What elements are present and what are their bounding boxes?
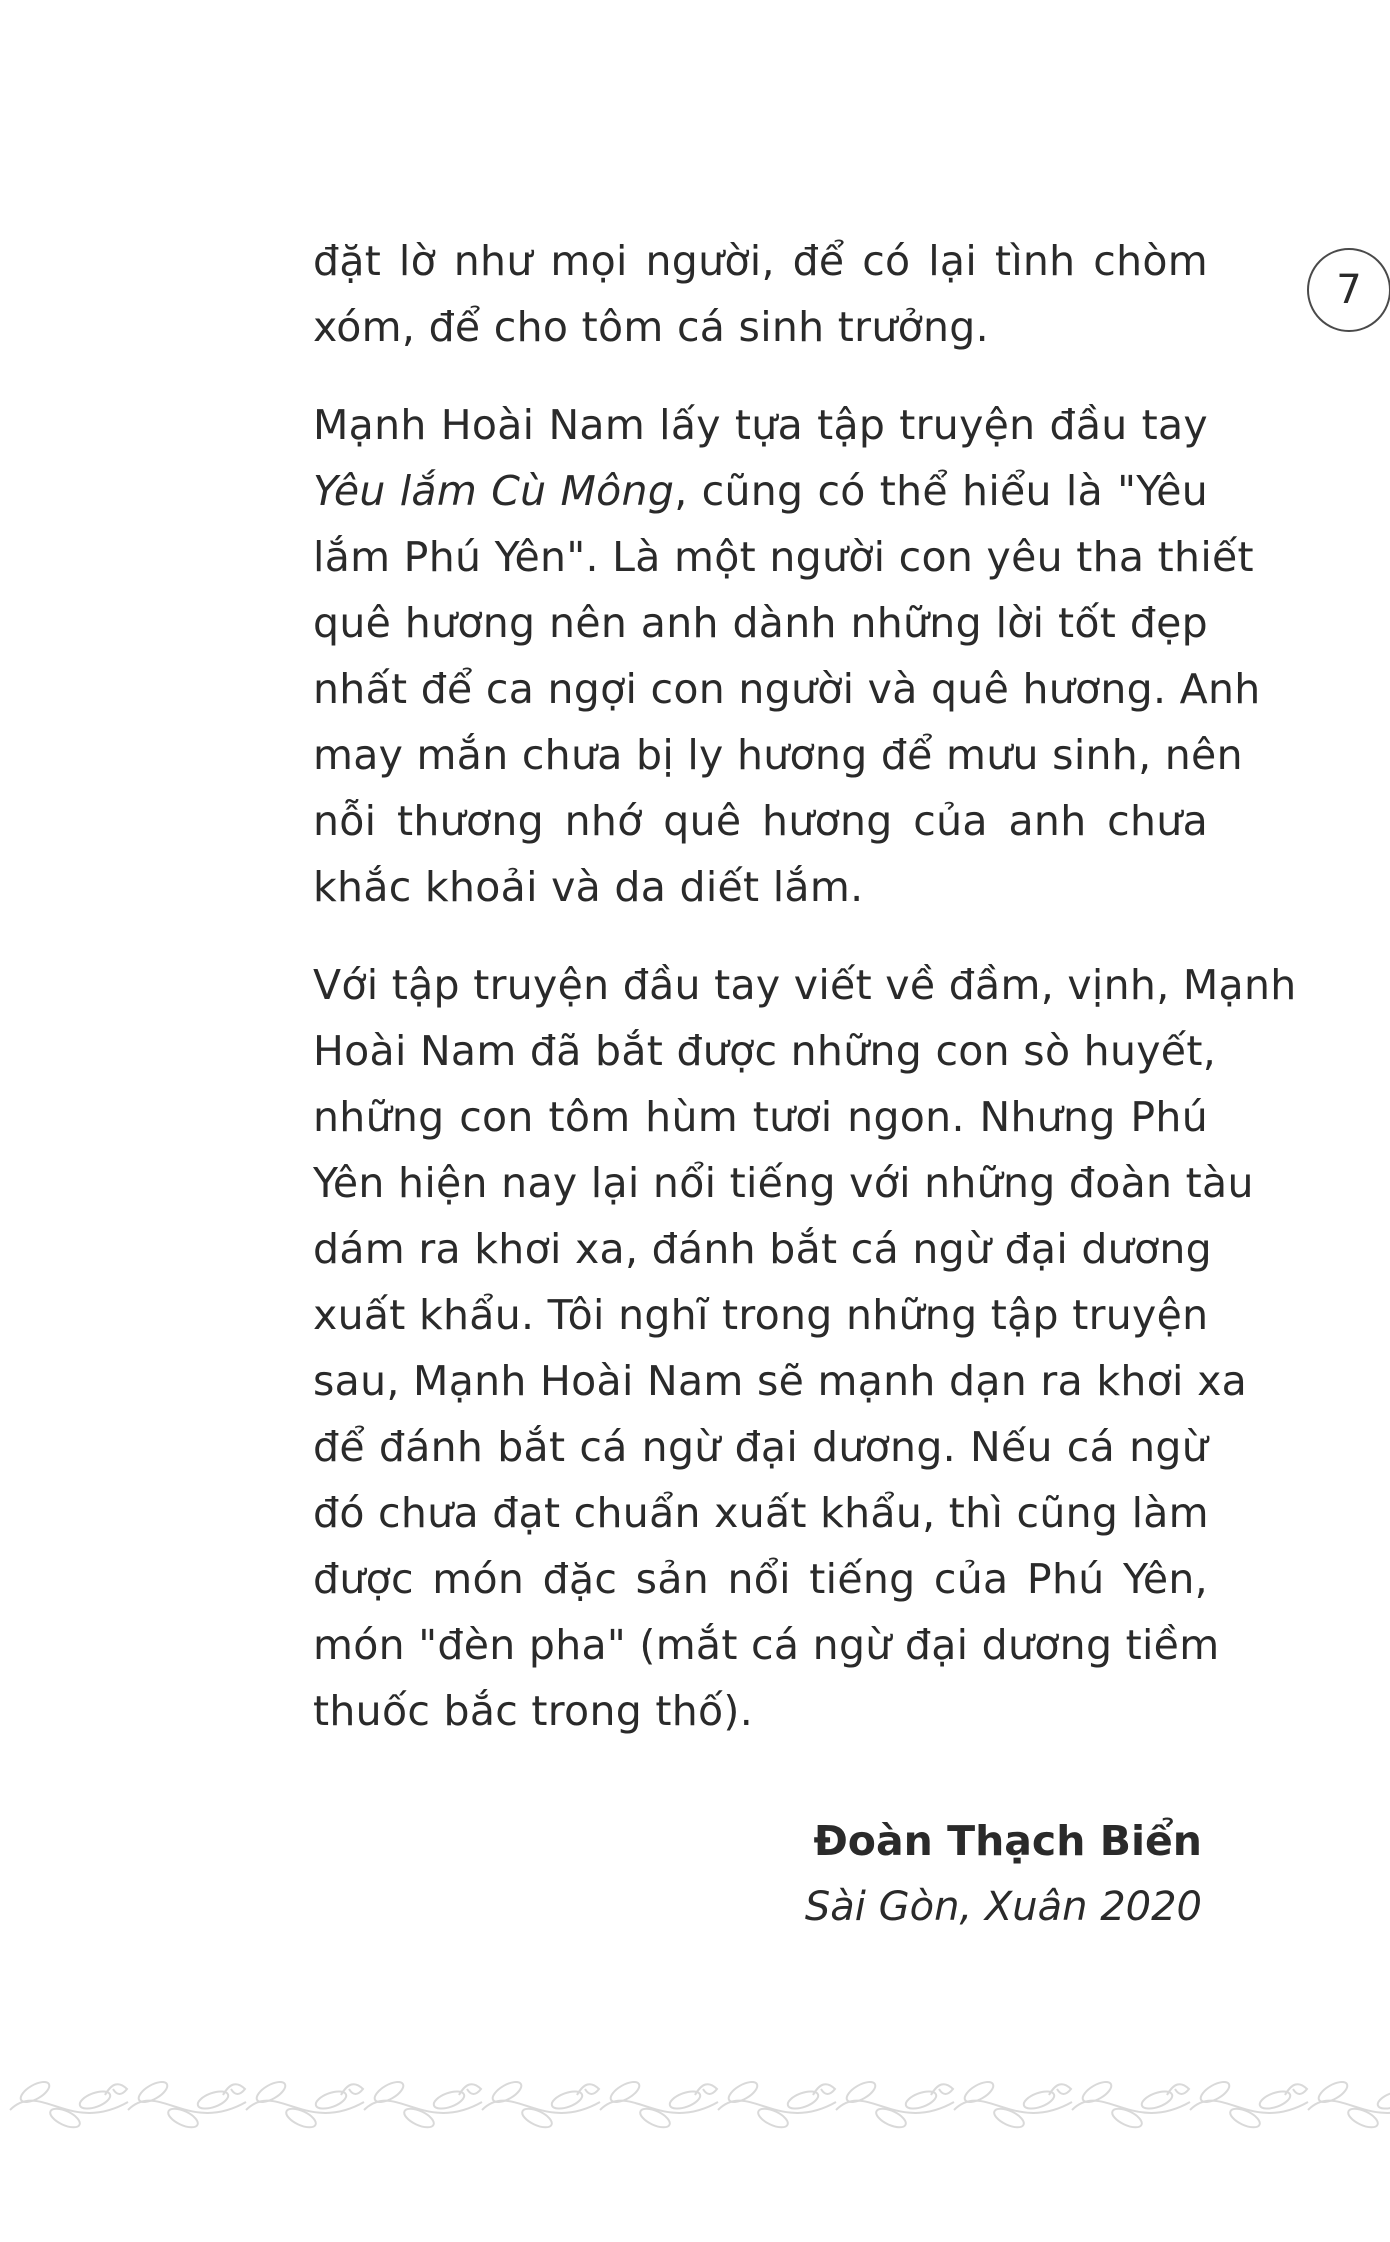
text-line: thuốc bắc trong thố). [313, 1687, 754, 1735]
text-line: để đánh bắt cá ngừ đại dương. Nếu cá ngừ [313, 1423, 1208, 1471]
text-line: khắc khoải và da diết lắm. [313, 863, 864, 911]
body-text [313, 228, 1297, 1744]
text-line: may mắn chưa bị ly hương để mưu sinh, nên [313, 731, 1243, 779]
text-line: lắm Phú Yên". Là một người con yêu tha thiết [313, 533, 1254, 581]
text-line: quê hương nên anh dành những lời tốt đẹp [313, 599, 1208, 647]
text-line: xóm, để cho tôm cá sinh trưởng. [313, 303, 989, 351]
text-line: Với tập truyện đầu tay viết về đầm, vịnh, Mạnh [313, 961, 1297, 1009]
text-line-with-italic-title [313, 458, 1208, 524]
text-line: sau, Mạnh Hoài Nam sẽ mạnh dạn ra khơi xa [313, 1357, 1248, 1405]
text-line: những con tôm hùm tươi ngon. Nhưng Phú [313, 1093, 1208, 1141]
text-line: được món đặc sản nổi tiếng của Phú Yên, [313, 1555, 1208, 1603]
paragraph-3 [313, 952, 1297, 1744]
text-line: đó chưa đạt chuẩn xuất khẩu, thì cũng làm [313, 1489, 1209, 1537]
signature-block [805, 1808, 1202, 1940]
leaf-vine-ornament-icon [0, 2040, 1390, 2160]
text-line: Mạnh Hoài Nam lấy tựa tập truyện đầu tay [313, 401, 1208, 449]
paragraph-1 [313, 228, 1208, 360]
text-line: nỗi thương nhớ quê hương của anh chưa [313, 797, 1208, 845]
text-line: Hoài Nam đã bắt được những con sò huyết, [313, 1027, 1217, 1075]
place-date: Sài Gòn, Xuân 2020 [804, 1884, 1202, 1930]
book-title-italic: Yêu lắm Cù Mông [313, 467, 675, 515]
author-name: Đoàn Thạch Biển [813, 1817, 1202, 1865]
leaf [1376, 2088, 1390, 2112]
text-line: nhất để ca ngợi con người và quê hương. Anh [313, 665, 1261, 713]
text-line: đặt lờ như mọi người, để có lại tình chòm [313, 237, 1208, 285]
page-number: 7 [1307, 248, 1390, 332]
paragraph-2 [313, 392, 1261, 920]
text-line: món "đèn pha" (mắt cá ngừ đại dương tiềm [313, 1621, 1220, 1669]
text-line: dám ra khơi xa, đánh bắt cá ngừ đại dương [313, 1225, 1212, 1273]
text-line-remainder: , cũng có thể hiểu là "Yêu [674, 467, 1209, 515]
text-line: xuất khẩu. Tôi nghĩ trong những tập truyện [313, 1291, 1209, 1339]
text-line: Yên hiện nay lại nổi tiếng với những đoàn tàu [313, 1159, 1254, 1207]
